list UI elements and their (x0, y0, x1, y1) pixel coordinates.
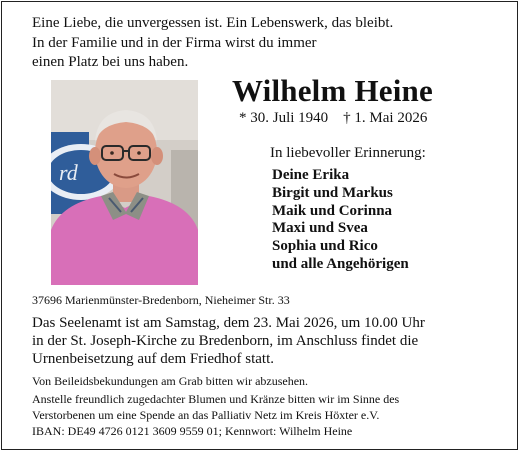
address-line: 37696 Marienmünster-Bredenborn, Nieheimer Str. 33 (32, 293, 290, 307)
service-announcement (32, 314, 425, 368)
family-member: und alle Angehörigen (272, 255, 409, 272)
memory-line: In liebevoller Erinnerung: (270, 145, 426, 161)
motto-line: Eine Liebe, die unvergessen ist. Ein Lebenswerk, das bleibt. (32, 15, 394, 31)
family-member: Birgit und Markus (272, 184, 393, 201)
svg-text:rd: rd (59, 160, 78, 185)
service-line: Das Seelenamt ist am Samstag, dem 23. Mai 2026, um 10.00 Uhr (32, 315, 425, 331)
donation-line: Anstelle freundlich zugedachter Blumen und Kränze bitten wir im Sinne des (32, 392, 400, 406)
family-member: Maxi und Svea (272, 220, 368, 237)
donation-line: Verstorbenen um eine Spende an das Palliativ Netz im Kreis Höxter e.V. (32, 408, 380, 422)
motto-line: einen Platz bei uns haben. (32, 54, 189, 70)
motto-text (32, 14, 393, 73)
donation-line: IBAN: DE49 4726 0121 3609 9559 01; Kennwort: Wilhelm Heine (32, 424, 353, 438)
family-member: Maik und Corinna (272, 202, 393, 219)
condolence-note: Von Beileidsbekundungen am Grab bitten wir abzusehen. (32, 374, 309, 388)
family-member: Deine Erika (272, 167, 350, 183)
portrait-photo (51, 80, 198, 285)
service-line: Urnenbeisetzung auf dem Friedhof statt. (32, 351, 275, 367)
deceased-name: Wilhelm Heine (232, 73, 433, 108)
service-line: in der St. Joseph-Kirche zu Bredenborn, im Anschluss findet die (32, 333, 419, 349)
life-dates: * 30. Juli 1940 † 1. Mai 2026 (239, 110, 428, 126)
family-list (272, 167, 409, 274)
family-member: Sophia und Rico (272, 238, 378, 255)
motto-line: In der Familie und in der Firma wirst du immer (32, 34, 317, 51)
donation-note (32, 391, 399, 439)
